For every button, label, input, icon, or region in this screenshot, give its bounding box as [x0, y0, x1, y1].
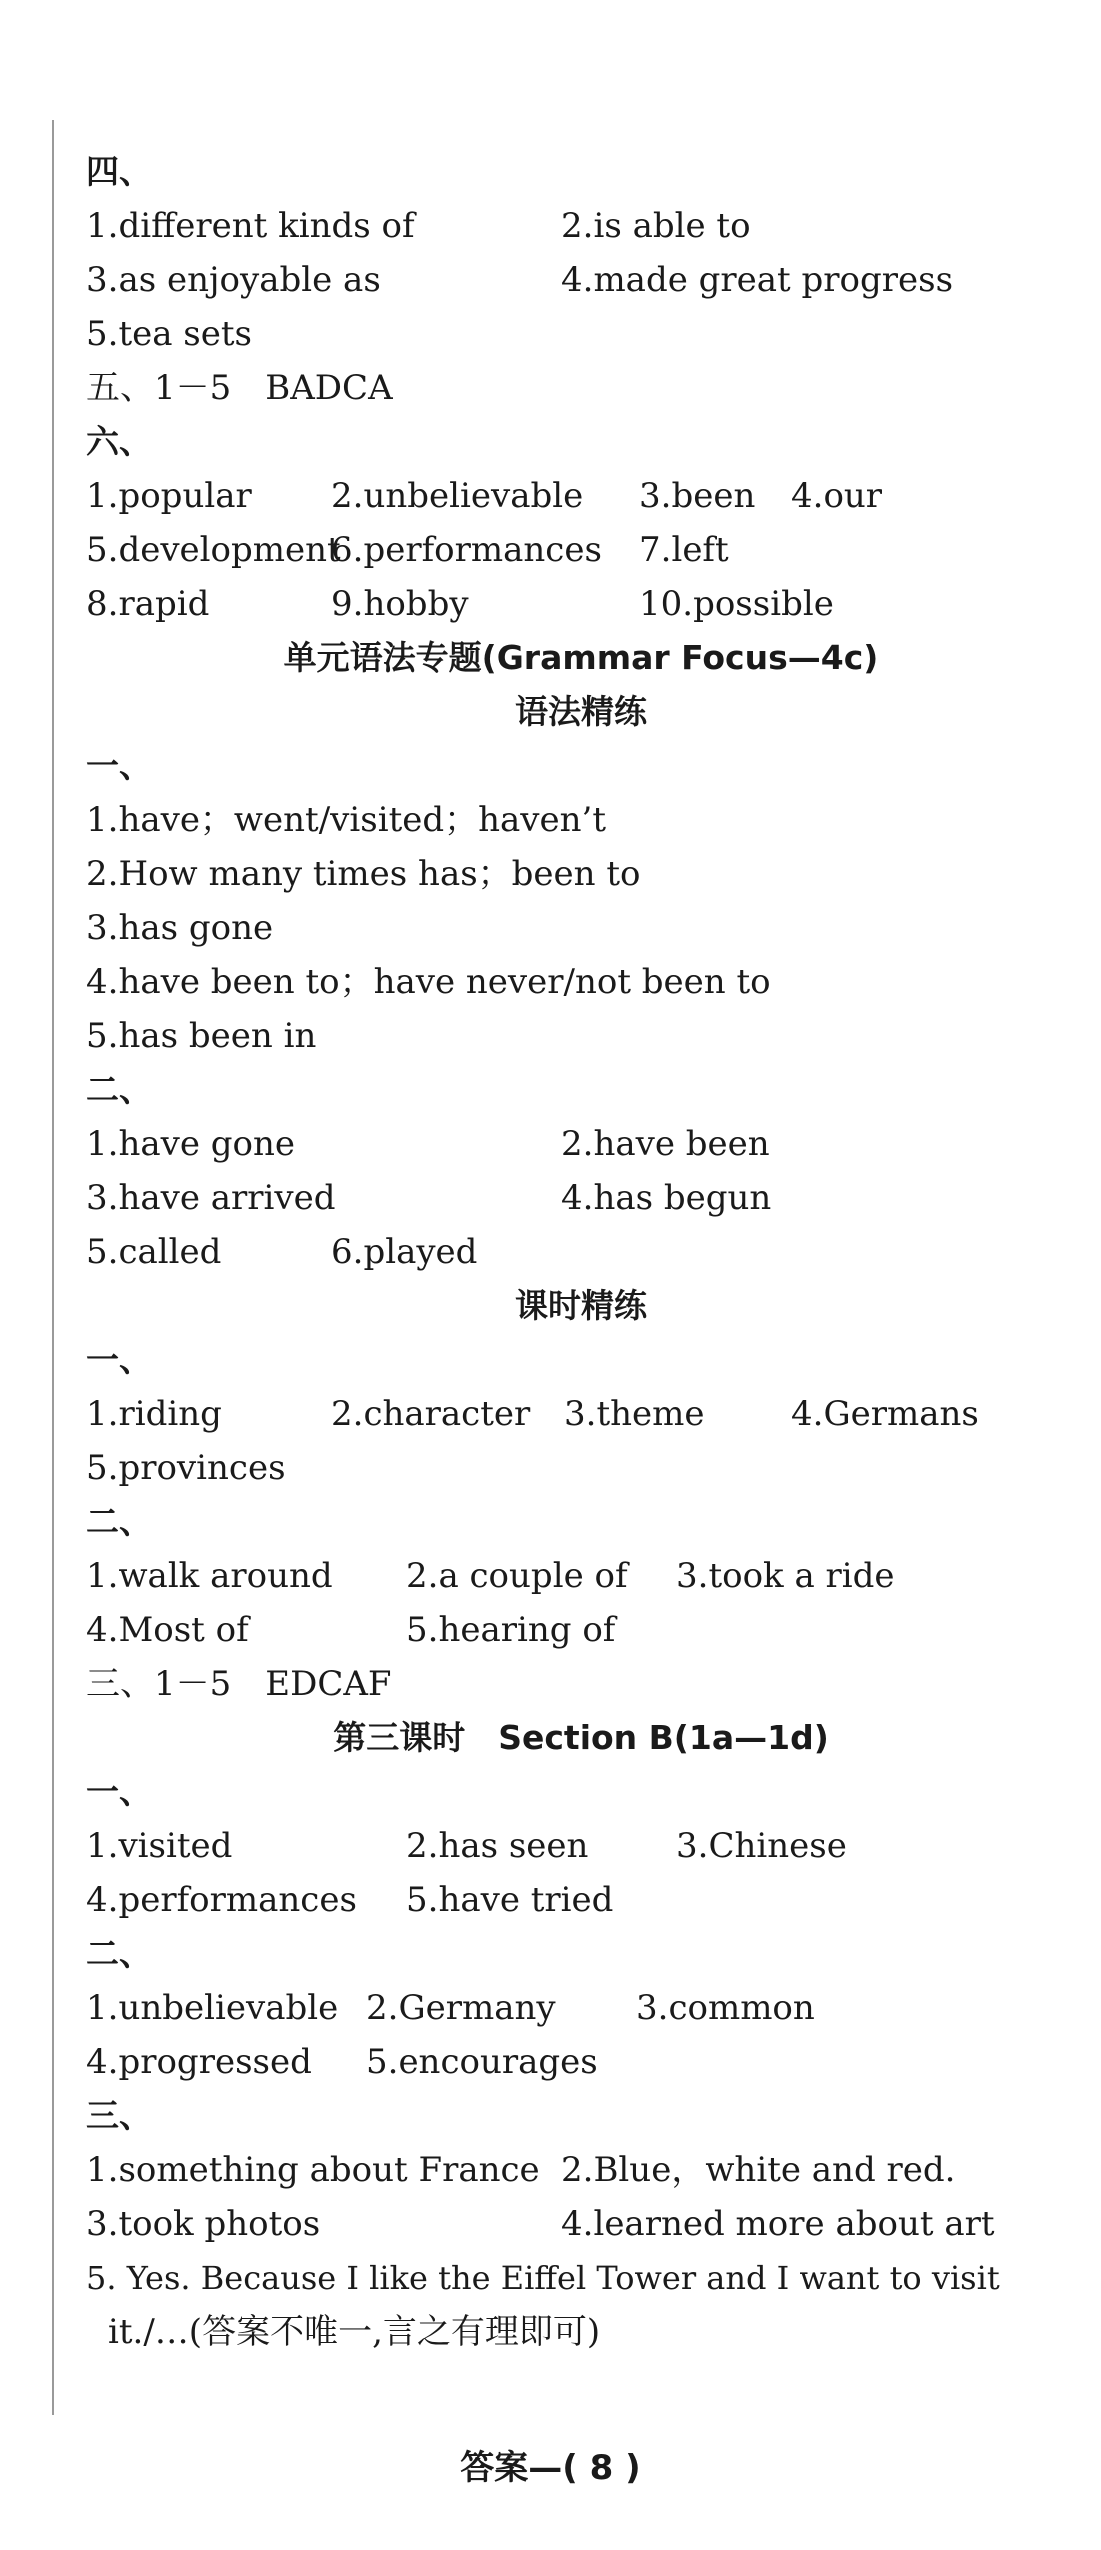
answer-line: 5. Yes. Because I like the Eiffel Tower and I want to visit	[86, 2259, 1000, 2297]
answer-row	[86, 2035, 1076, 2089]
answer-row	[86, 523, 1076, 577]
answer-item: 1.riding	[86, 1394, 222, 1434]
answer-row	[86, 1441, 1076, 1495]
grammar-part-1-heading: 一、	[86, 746, 152, 785]
answer-row	[86, 1171, 1076, 1225]
answer-item: 2.unbelievable	[331, 476, 584, 516]
answer-row	[86, 1981, 1076, 2035]
answer-item: 5.provinces	[86, 1448, 286, 1488]
answer-item: 2.Blue，white and red.	[561, 2150, 956, 2190]
grammar-part-2-heading: 二、	[86, 1070, 152, 1109]
answer-row	[86, 307, 1076, 361]
answer-row	[86, 1225, 1076, 1279]
answer-row	[86, 1603, 1076, 1657]
answer-item: 4.progressed	[86, 2042, 312, 2082]
section-b-part-3-heading: 三、	[86, 2096, 152, 2135]
answer-item: 5.called	[86, 1232, 222, 1272]
answer-item: 5.tea sets	[86, 314, 252, 354]
section-b-title: 第三课时 Section B(1a—1d)	[333, 1718, 829, 1757]
answer-row	[86, 1873, 1076, 1927]
answer-item: 4.has begun	[561, 1178, 772, 1218]
answer-item: 1.unbelievable	[86, 1988, 339, 2028]
answer-row	[86, 1549, 1076, 1603]
answer-line: 4.have been to；have never/not been to	[86, 962, 771, 1002]
answer-item: 9.hobby	[331, 584, 469, 624]
answer-item: 4.Germans	[791, 1394, 979, 1434]
answer-item: 4.made great progress	[561, 260, 954, 300]
answer-item: 5.encourages	[366, 2042, 598, 2082]
answer-row	[86, 577, 1076, 631]
answer-item: 4.learned more about art	[561, 2204, 995, 2244]
answer-item: 3.Chinese	[676, 1826, 847, 1866]
answer-row	[86, 469, 1076, 523]
answer-item: 4.Most of	[86, 1610, 249, 1650]
answer-item: 10.possible	[639, 584, 834, 624]
answer-item: 1.something about France	[86, 2150, 540, 2190]
answer-item: 2.a couple of	[406, 1556, 628, 1596]
answer-item: 3.been	[639, 476, 756, 516]
grammar-focus-title: 单元语法专题(Grammar Focus—4c)	[283, 638, 879, 677]
answer-row	[86, 1117, 1076, 1171]
answer-item: 1.walk around	[86, 1556, 333, 1596]
section-b-part-1-heading: 一、	[86, 1772, 152, 1811]
lesson-part-1-heading: 一、	[86, 1340, 152, 1379]
answer-item: 3.have arrived	[86, 1178, 336, 1218]
page-margin-rule	[52, 120, 54, 2415]
answer-item: 6.performances	[331, 530, 602, 570]
answer-item: 5.have tried	[406, 1880, 614, 1920]
answer-item: 6.played	[331, 1232, 478, 1272]
answer-line-continued: it./…(答案不唯一,言之有理即可)	[108, 2312, 601, 2352]
answer-item: 5.development	[86, 530, 341, 570]
section-4-heading: 四、	[86, 152, 152, 191]
answer-item: 1.visited	[86, 1826, 233, 1866]
answer-item: 2.have been	[561, 1124, 770, 1164]
answer-row	[86, 253, 1076, 307]
answer-item: 3.as enjoyable as	[86, 260, 381, 300]
grammar-practice-subtitle: 语法精练	[515, 692, 647, 731]
answer-key-content	[86, 145, 1076, 2359]
answer-item: 3.took a ride	[676, 1556, 895, 1596]
answer-item: 2.character	[331, 1394, 531, 1434]
answer-item: 8.rapid	[86, 584, 210, 624]
answer-item: 3.common	[636, 1988, 815, 2028]
answer-row	[86, 199, 1076, 253]
answer-item: 1.different kinds of	[86, 206, 415, 246]
answer-item: 3.theme	[564, 1394, 705, 1434]
lesson-part-3-line: 三、1－5 EDCAF	[86, 1664, 392, 1704]
lesson-practice-title: 课时精练	[515, 1286, 647, 1325]
answer-item: 7.left	[639, 530, 729, 570]
page-footer: 答案—( 8 )	[460, 2448, 641, 2488]
answer-item: 5.hearing of	[406, 1610, 616, 1650]
answer-item: 2.has seen	[406, 1826, 589, 1866]
answer-item: 4.performances	[86, 1880, 357, 1920]
answer-item: 1.have gone	[86, 1124, 295, 1164]
section-5-line: 五、1－5 BADCA	[86, 368, 393, 408]
answer-line: 2.How many times has；been to	[86, 854, 641, 894]
lesson-part-2-heading: 二、	[86, 1502, 152, 1541]
answer-line: 5.has been in	[86, 1016, 317, 1056]
answer-item: 3.took photos	[86, 2204, 321, 2244]
answer-item: 4.our	[791, 476, 883, 516]
section-6-heading: 六、	[86, 422, 152, 461]
answer-line: 1.have；went/visited；haven’t	[86, 800, 606, 840]
answer-line: 3.has gone	[86, 908, 274, 948]
answer-row	[86, 2143, 1076, 2197]
answer-row	[86, 1387, 1076, 1441]
answer-item: 2.is able to	[561, 206, 751, 246]
answer-item: 2.Germany	[366, 1988, 556, 2028]
answer-row	[86, 1819, 1076, 1873]
answer-item: 1.popular	[86, 476, 252, 516]
answer-row	[86, 2197, 1076, 2251]
section-b-part-2-heading: 二、	[86, 1934, 152, 1973]
